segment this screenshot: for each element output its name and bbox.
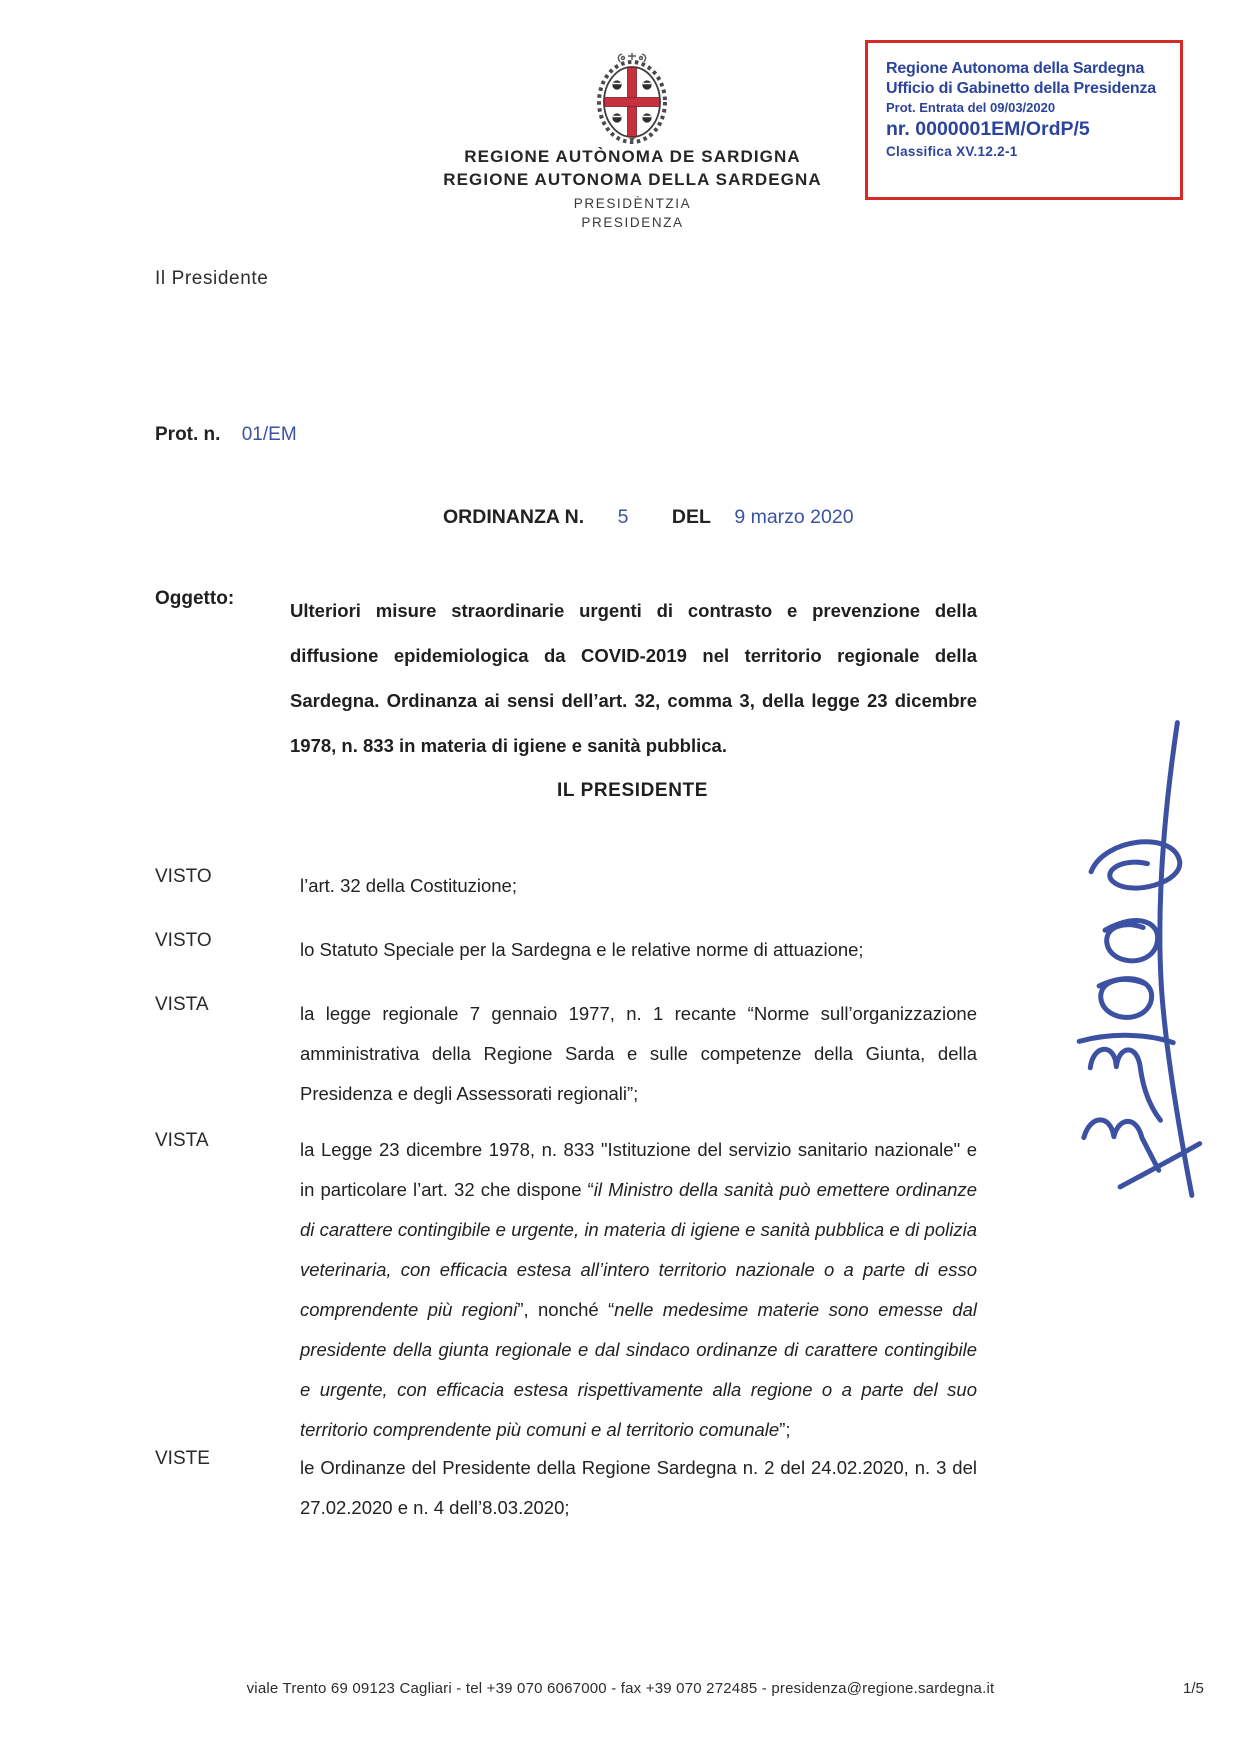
recital-visto-2	[155, 930, 977, 980]
recital-label: VISTO	[155, 930, 212, 951]
ordinance-date: 9 marzo 2020	[734, 506, 854, 528]
signer-role: Il Presidente	[155, 268, 269, 289]
recital-text-normal: ”;	[779, 1419, 791, 1440]
recital-label: VISTA	[155, 1130, 209, 1151]
page-number: 1/5	[1183, 1680, 1204, 1697]
footer-address: viale Trento 69 09123 Cagliari - tel +39 070 6067000 - fax +39 070 272485 - presidenza@regione.sardegna.it	[246, 1680, 995, 1697]
recital-vista-2	[155, 1130, 977, 1460]
dept-name-sardinian: PRESIDÈNTZIA	[573, 196, 692, 211]
stamp-entry-date: Prot. Entrata del 09/03/2020	[886, 100, 1056, 115]
stamp-protocol-number: nr. 0000001EM/OrdP/5	[886, 118, 1090, 141]
recital-label: VISTA	[155, 994, 209, 1015]
recital-text: l’art. 32 della Costituzione;	[300, 875, 517, 896]
handwritten-signature	[1072, 712, 1240, 1212]
letterhead	[12, 148, 1241, 229]
recital-text-quote-italic: nelle medesime materie sono emesse dal presidente della giunta regionale e dal sindaco ordinanze di carattere contingibile e urgente, con efficacia estesa rispettivamente alla regione o a parte del suo territorio comprendente più comuni e al territorio comunale	[300, 1299, 977, 1440]
org-name-sardinian: REGIONE AUTÒNOMA DE SARDIGNA	[464, 147, 801, 166]
sardinia-coat-of-arms-logo	[590, 50, 674, 146]
recital-text	[300, 1130, 977, 1450]
protocol-value: 01/EM	[241, 424, 297, 445]
org-name-italian: REGIONE AUTONOMA DELLA SARDEGNA	[443, 170, 822, 189]
recital-text-quote-italic: il Ministro della sanità può emettere ordinanze di carattere contingibile e urgente, in materia di igiene e sanità pubblica e di polizia veterinaria, con efficacia estesa all’intero territorio nazionale o a parte di esso comprendente più regioni	[300, 1179, 977, 1320]
recital-text: lo Statuto Speciale per la Sardegna e le relative norme di attuazione;	[300, 939, 864, 960]
recital-text-normal: la Legge 23 dicembre 1978, n. 833 "Istituzione del servizio sanitario nazionale" e in particolare l’art. 32 che dispone “	[300, 1139, 977, 1200]
section-title: IL PRESIDENTE	[556, 780, 709, 801]
recital-text-normal: ”, nonché “	[517, 1299, 615, 1320]
ordinance-number: 5	[617, 506, 629, 528]
subject-label: Oggetto:	[155, 588, 235, 609]
stamp-org-name: Regione Autonoma della Sardegna	[886, 60, 1145, 77]
recital-viste	[155, 1448, 977, 1538]
dept-name-italian: PRESIDENZA	[581, 214, 684, 230]
logo-crest-ornament	[618, 53, 645, 62]
stamp-office-name: Ufficio di Gabinetto della Presidenza	[886, 80, 1156, 97]
protocol-row	[155, 424, 297, 446]
protocol-label: Prot. n.	[155, 424, 221, 445]
stamp-classification: Classifica XV.12.2-1	[886, 143, 1018, 159]
ordinance-del-label: DEL	[671, 506, 711, 528]
recital-visto-1	[155, 866, 977, 916]
recital-vista-1	[155, 994, 977, 1124]
recital-text: la legge regionale 7 gennaio 1977, n. 1 recante “Norme sull’organizzazione amministrativa della Regione Sarda e sulle competenze della Giunta, della Presidenza e degli Assessorati regionali”;	[300, 1003, 977, 1104]
ordinance-number-label: ORDINANZA N.	[443, 506, 585, 528]
subject-text: Ulteriori misure straordinarie urgenti di contrasto e prevenzione della diffusione epidemiologica da COVID-2019 nel territorio regionale della Sardegna. Ordinanza ai sensi dell’art. 32, comma 3, della legge 23 dicembre 1978, n. 833 in materia di igiene e sanità pubblica.	[290, 600, 977, 756]
recital-label: VISTE	[155, 1448, 210, 1469]
recital-text: le Ordinanze del Presidente della Regione Sardegna n. 2 del 24.02.2020, n. 3 del 27.02.2020 e n. 4 dell’8.03.2020;	[300, 1457, 977, 1518]
ordinance-title-row	[443, 506, 854, 529]
recital-label: VISTO	[155, 866, 212, 887]
